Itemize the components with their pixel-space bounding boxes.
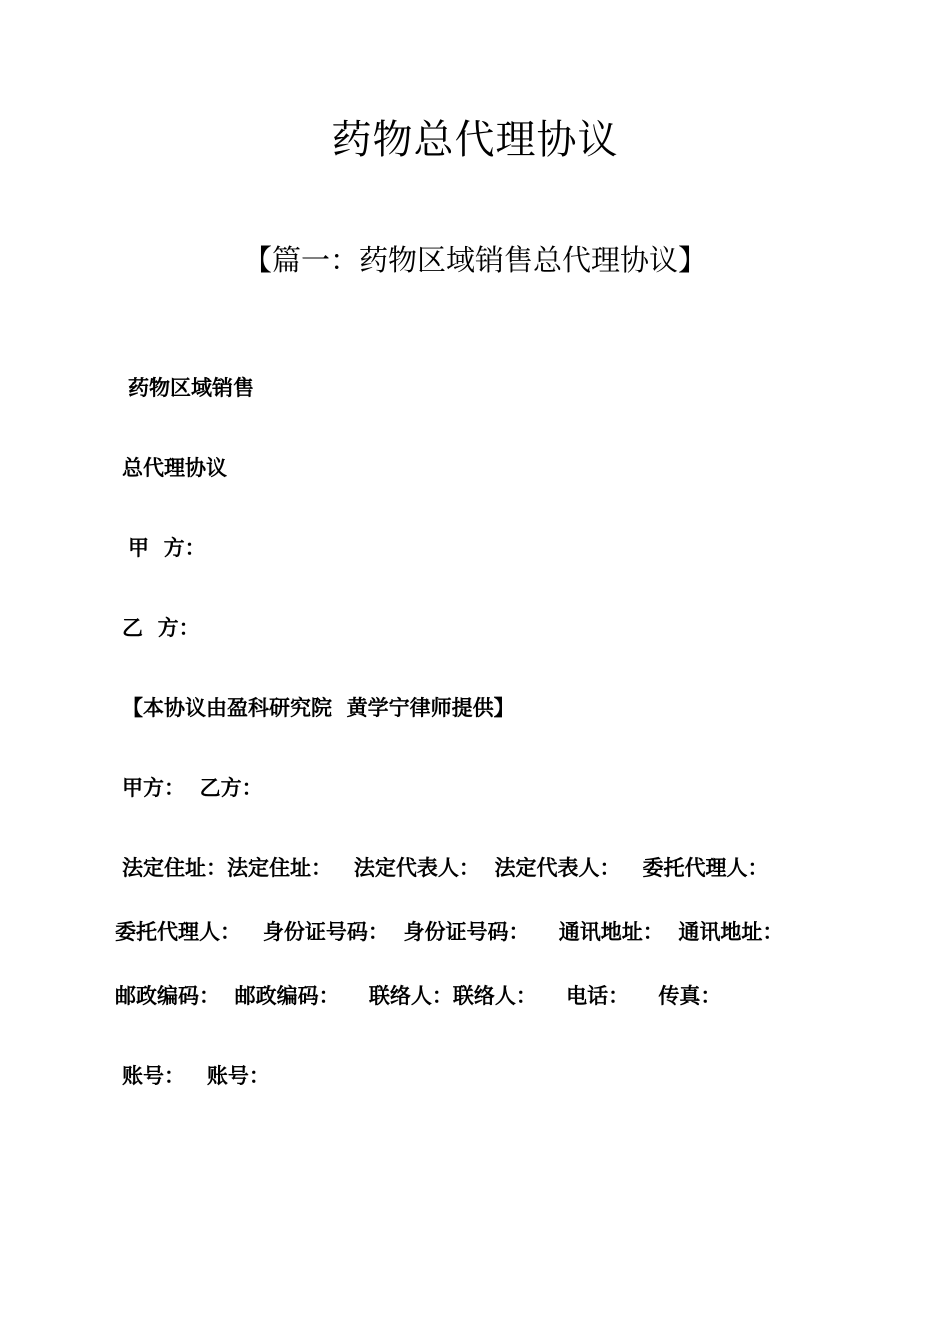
info-fields-line-1: 法定住址：法定住址： 法定代表人： 法定代表人： 委托代理人： xyxy=(122,856,769,880)
section-title: 【篇一：药物区域销售总代理协议】 xyxy=(242,243,707,277)
party-a-label: 甲 方： xyxy=(128,536,206,560)
parties-line: 甲方： 乙方： xyxy=(122,776,263,800)
agreement-heading-line-2: 总代理协议 xyxy=(122,456,227,480)
agreement-heading-line-1: 药物区域销售 xyxy=(128,376,254,400)
document-title: 药物总代理协议 xyxy=(331,117,619,163)
provider-note: 【本协议由盈科研究院 黄学宁律师提供】 xyxy=(122,696,515,720)
party-b-label: 乙 方： xyxy=(122,616,200,640)
account-fields-line: 账号： 账号： xyxy=(122,1064,270,1088)
info-fields-line-2: 委托代理人： 身份证号码： 身份证号码： 通讯地址： 通讯地址： xyxy=(115,920,784,944)
info-fields-line-3: 邮政编码： 邮政编码： 联络人：联络人： 电话： 传真： xyxy=(115,984,722,1008)
